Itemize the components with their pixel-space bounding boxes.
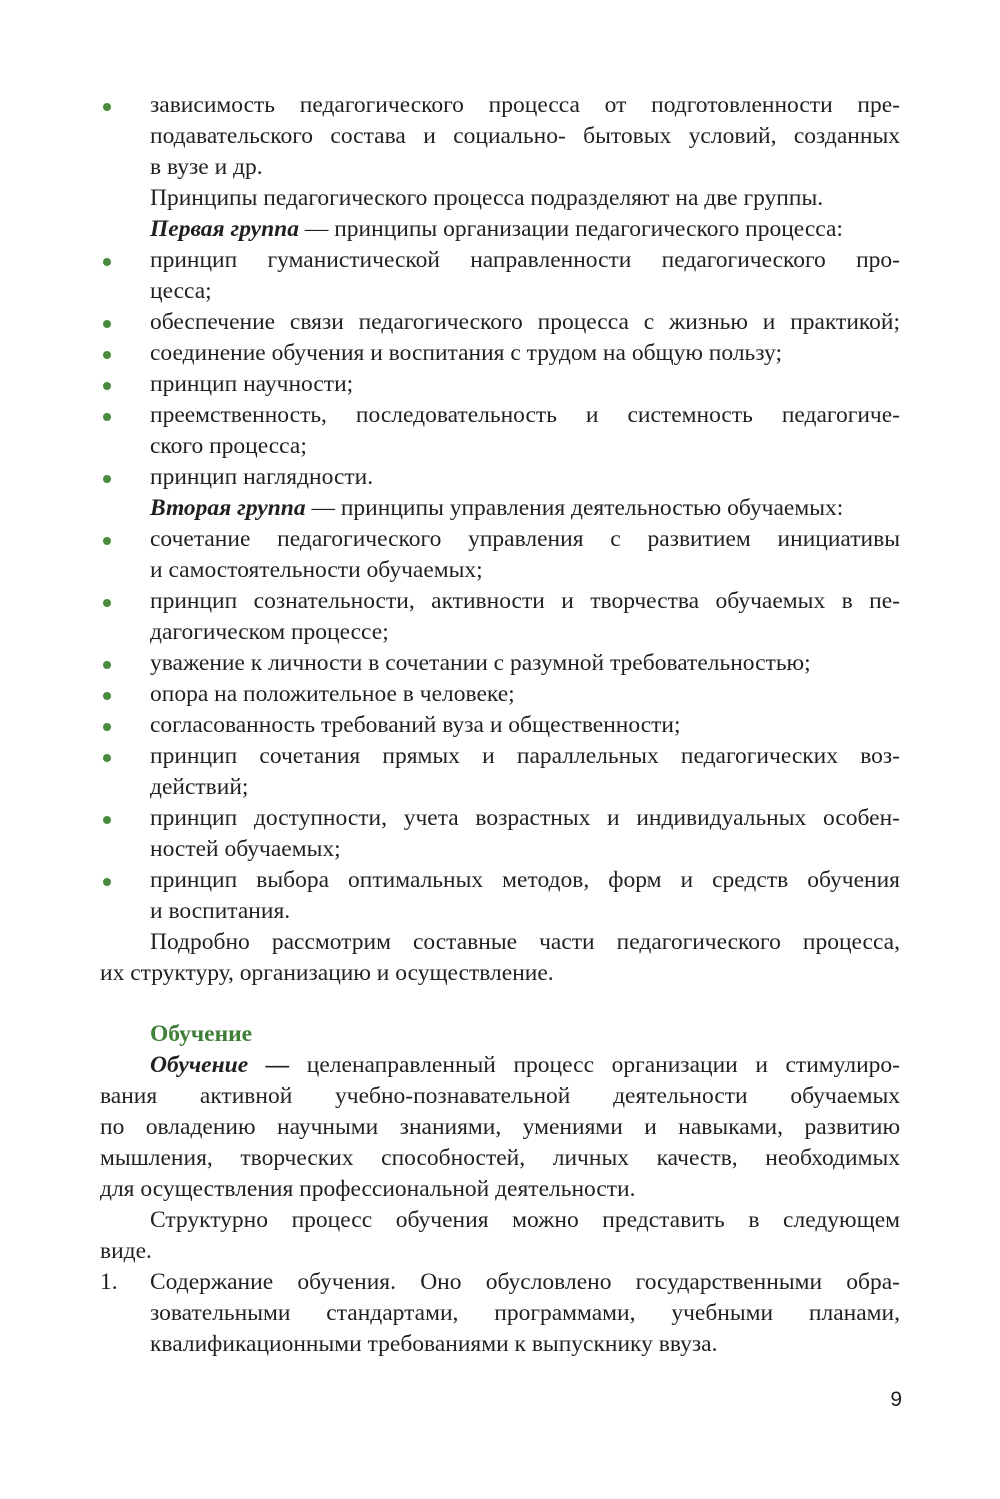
list-item <box>0 865 1000 896</box>
bullet-icon <box>103 103 111 111</box>
group-description: — принципы организации педагогического процесса: <box>298 216 843 242</box>
list-item-text: преемственность, последовательность и системность педагогиче- <box>150 402 900 428</box>
list-item-text: и самостоятельности обучаемых; <box>150 557 483 583</box>
list-item <box>0 400 1000 431</box>
list-item-continuation <box>0 152 1000 183</box>
paragraph <box>0 1050 1000 1081</box>
bullet-icon <box>103 599 111 607</box>
list-item <box>0 307 1000 338</box>
list-item-text: принцип доступности, учета возрастных и индивидуальных особен- <box>150 805 900 831</box>
numbered-item-text: Содержание обучения. Оно обусловлено государственными обра- <box>150 1269 900 1295</box>
numbered-item-continuation <box>0 1329 1000 1360</box>
list-item-text: опора на положительное в человеке; <box>150 681 515 707</box>
list-item-continuation <box>0 617 1000 648</box>
paragraph <box>0 1112 1000 1143</box>
group-intro <box>0 214 1000 245</box>
paragraph-text: их структуру, организацию и осуществление. <box>100 960 554 986</box>
item-number: 1. <box>100 1269 118 1295</box>
list-item-text: и воспитания. <box>150 898 291 924</box>
list-item <box>0 803 1000 834</box>
list-item-text: действий; <box>150 774 249 800</box>
group-label: Вторая группа <box>150 495 306 521</box>
list-item-continuation <box>0 772 1000 803</box>
section-title: Обучение <box>150 1021 253 1047</box>
paragraph <box>0 1174 1000 1205</box>
defined-term: Обучение — <box>150 1052 290 1078</box>
list-item-continuation <box>0 276 1000 307</box>
paragraph <box>0 1205 1000 1236</box>
list-item-text: дагогическом процессе; <box>150 619 389 645</box>
bullet-icon <box>103 723 111 731</box>
list-item <box>0 648 1000 679</box>
bullet-icon <box>103 661 111 669</box>
bullet-icon <box>103 382 111 390</box>
list-item-text: принцип сознательности, активности и творчества обучаемых в пе- <box>150 588 900 614</box>
list-item-continuation <box>0 555 1000 586</box>
bullet-icon <box>103 537 111 545</box>
paragraph <box>0 183 1000 214</box>
list-item-text: сочетание педагогического управления с развитием инициативы <box>150 526 900 552</box>
paragraph <box>0 1143 1000 1174</box>
paragraph-text: Структурно процесс обучения можно представить в следующем <box>150 1207 900 1233</box>
paragraph <box>0 927 1000 958</box>
list-item-continuation <box>0 834 1000 865</box>
paragraph <box>0 958 1000 989</box>
list-item <box>0 524 1000 555</box>
numbered-item-continuation <box>0 1298 1000 1329</box>
bullet-icon <box>103 258 111 266</box>
list-item <box>0 245 1000 276</box>
list-item <box>0 679 1000 710</box>
bullet-icon <box>103 692 111 700</box>
list-item-text: принцип гуманистической направленности педагогического про- <box>150 247 900 273</box>
list-item <box>0 90 1000 121</box>
list-item-text: ского процесса; <box>150 433 307 459</box>
list-item-text: ностей обучаемых; <box>150 836 341 862</box>
list-item-text: принцип сочетания прямых и параллельных педагогических воз- <box>150 743 900 769</box>
bullet-icon <box>103 878 111 886</box>
list-item-text: подавательского состава и социально- бытовых условий, созданных <box>150 123 900 149</box>
list-item-text: уважение к личности в сочетании с разумной требовательностью; <box>150 650 811 676</box>
list-item-continuation <box>0 896 1000 927</box>
paragraph-text: вания активной учебно-познавательной деятельности обучаемых <box>100 1083 900 1109</box>
list-item <box>0 338 1000 369</box>
section-heading <box>0 1019 1000 1050</box>
page-number: 9 <box>890 1388 902 1411</box>
paragraph-text: целенаправленный процесс организации и стимулиро- <box>289 1052 900 1078</box>
bullet-icon <box>103 351 111 359</box>
paragraph-text: мышления, творческих способностей, личных качеств, необходимых <box>100 1145 900 1171</box>
paragraph <box>0 1081 1000 1112</box>
list-item-text: цесса; <box>150 278 212 304</box>
bullet-icon <box>103 816 111 824</box>
paragraph-text: Принципы педагогического процесса подразделяют на две группы. <box>150 185 824 211</box>
group-description: — принципы управления деятельностью обучаемых: <box>305 495 844 521</box>
list-item-continuation <box>0 431 1000 462</box>
numbered-item <box>0 1267 1000 1298</box>
numbered-item-text: зовательными стандартами, программами, учебными планами, <box>150 1300 900 1326</box>
group-intro <box>0 493 1000 524</box>
paragraph-text: для осуществления профессиональной деятельности. <box>100 1176 636 1202</box>
list-item-text: зависимость педагогического процесса от подготовленности пре- <box>150 92 900 118</box>
list-item <box>0 710 1000 741</box>
list-item-text: обеспечение связи педагогического процесса с жизнью и практикой; <box>150 309 900 335</box>
list-item <box>0 586 1000 617</box>
list-item-text: принцип научности; <box>150 371 354 397</box>
paragraph-text: виде. <box>100 1238 152 1264</box>
paragraph <box>0 1236 1000 1267</box>
paragraph-text: по овладению научными знаниями, умениями и навыками, развитию <box>100 1114 900 1140</box>
list-item <box>0 741 1000 772</box>
list-item-text: соединение обучения и воспитания с трудом на общую пользу; <box>150 340 783 366</box>
list-item-text: согласованность требований вуза и общественности; <box>150 712 681 738</box>
list-item <box>0 369 1000 400</box>
bullet-icon <box>103 754 111 762</box>
list-item <box>0 462 1000 493</box>
paragraph-text: Подробно рассмотрим составные части педагогического процесса, <box>150 929 900 955</box>
bullet-icon <box>103 413 111 421</box>
group-label: Первая группа <box>150 216 299 242</box>
bullet-icon <box>103 475 111 483</box>
numbered-item-text: квалификационными требованиями к выпускнику ввуза. <box>150 1331 718 1357</box>
bullet-icon <box>103 320 111 328</box>
list-item-text: принцип выбора оптимальных методов, форм и средств обучения <box>150 867 900 893</box>
list-item-text: принцип наглядности. <box>150 464 374 490</box>
list-item-text: в вузе и др. <box>150 154 263 180</box>
list-item-continuation <box>0 121 1000 152</box>
